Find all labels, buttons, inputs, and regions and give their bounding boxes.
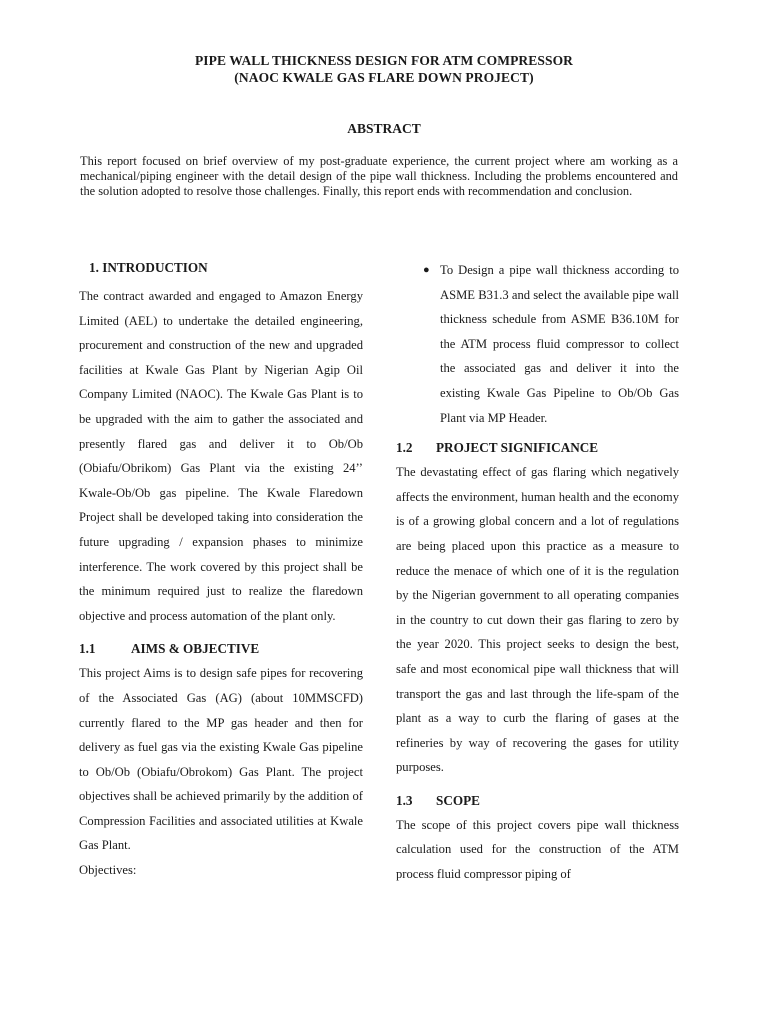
- objective-bullet-item: [396, 258, 679, 430]
- aims-title: AIMS & OBJECTIVE: [131, 641, 260, 657]
- scope-body: The scope of this project covers pipe wall thickness calculation used for the construction of the ATM process fluid compressor piping of: [396, 817, 679, 882]
- scope-number: 1.3: [396, 792, 413, 808]
- aims-heading: [79, 637, 363, 661]
- title-line-2: (NAOC KWALE GAS FLARE DOWN PROJECT): [234, 70, 534, 85]
- significance-title: PROJECT SIGNIFICANCE: [436, 440, 599, 456]
- scope-heading: [396, 789, 679, 813]
- aims-body: This project Aims is to design safe pipes for recovering of the Associated Gas (AG) (about 10MMSCFD) currently flared to the MP gas header and then for delivery as fuel gas via the existing Kwale Gas pipeline to Ob/Ob (Obiafu/Obrokom) Gas Plant. The project objectives shall be achieved primarily by the addition of Compression Facilities and associated utilities at Kwale Gas Plant.: [79, 666, 363, 853]
- bullet-icon: ●: [423, 264, 430, 276]
- significance-number: 1.2: [396, 440, 413, 456]
- right-column: [396, 258, 679, 887]
- title-line-1: PIPE WALL THICKNESS DESIGN FOR ATM COMPRESSOR: [194, 53, 574, 68]
- significance-heading: [396, 436, 679, 460]
- abstract-body: This report focused on brief overview of my post-graduate experience, the current project where am working as a mechanical/piping engineer with the detail design of the pipe wall thickness. Including the problems encountered and the solution adopted to resolve those challenges. Finally, this report ends with recommendation and conclusion.: [80, 154, 678, 198]
- document-title: [0, 52, 768, 86]
- objectives-label: Objectives:: [79, 863, 137, 878]
- introduction-heading: 1. INTRODUCTION: [89, 260, 208, 275]
- aims-number: 1.1: [79, 641, 96, 657]
- introduction-body: The contract awarded and engaged to Amazon Energy Limited (AEL) to undertake the detailed engineering, procurement and construction of the new and upgraded facilities at Kwale Gas Plant by Nigerian Agip Oil Company Limited (NAOC). The Kwale Gas Plant is to be upgraded with the aim to gather the associated and presently flared gas and deliver it to Ob/Ob (Obiafu/Obrikom) Gas Plant via the existing 24’’ Kwale-Ob/Ob gas pipeline. The Kwale Flaredown Project shall be developed taking into consideration the future upgrading / expansion phases to minimize interference. The work covered by this project shall be the minimum required just to realize the flaredown objective and process automation of the plant only.: [79, 289, 363, 623]
- abstract-heading: ABSTRACT: [347, 121, 421, 136]
- objective-bullet-text: To Design a pipe wall thickness according to ASME B31.3 and select the available pipe wall thickness schedule from ASME B36.10M for the ATM process fluid compressor to collect the associated gas and deliver it into the existing Kwale Gas Pipeline to Ob/Ob Gas Plant via MP Header.: [440, 263, 679, 425]
- scope-title: SCOPE: [436, 792, 480, 808]
- left-column: [79, 256, 363, 883]
- significance-body: The devastating effect of gas flaring which negatively affects the environment, human health and the economy is of a growing global concern and a lot of regulations are being placed upon this practice as a measure to reduce the menace of which one of it is the regulation by the Nigerian government to all operating companies in the country to cut down their gas flaring to zero by the year 2020. This project seeks to design the best, safe and most economical pipe wall thickness that will transport the gas and last through the life-spam of the plant as a way to curb the flaring of gases at the refineries by way of recovering the gases for utility purposes.: [396, 465, 679, 775]
